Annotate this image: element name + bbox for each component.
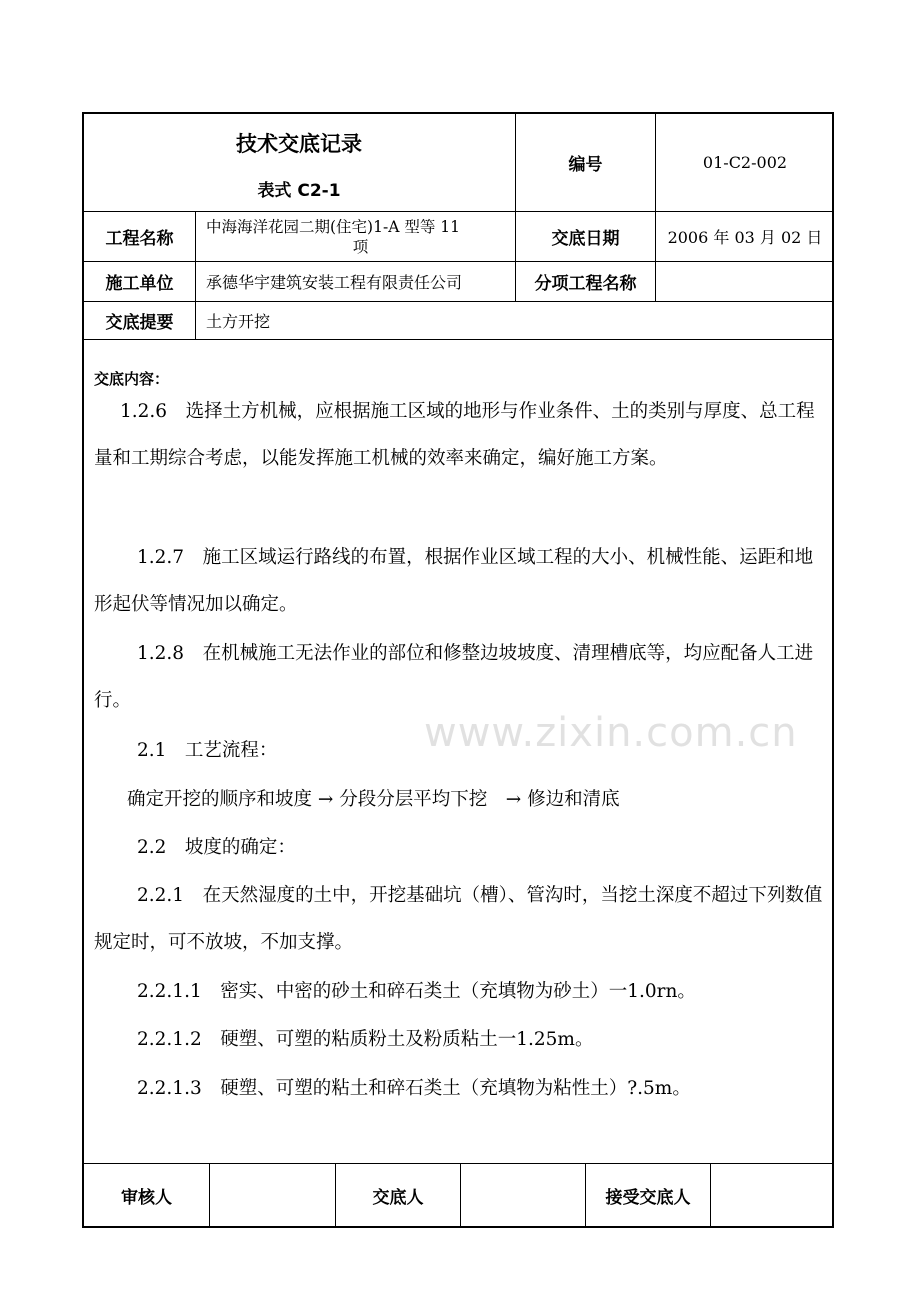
paragraph-1-2-8: 1.2.8 在机械施工无法作业的部位和修整边坡坡度、清理槽底等，均应配备人工进行。 [94,643,814,711]
contractor-value: 承德华宇建筑安装工程有限责任公司 [206,273,463,292]
date-value-cell [655,212,834,262]
contractor-value-cell [195,262,515,302]
form-code: 表式 C2-1 [257,181,341,201]
project-name-label: 工程名称 [105,229,174,249]
form-title: 技术交底记录 [236,132,362,156]
summary-label-cell [84,302,195,340]
date-label-cell [515,212,655,262]
summary-label: 交底提要 [105,313,174,333]
paragraph-2-2: 2.2 坡度的确定： [137,837,296,858]
process-flow: 确定开挖的顺序和坡度 → 分段分层平均下挖 → 修边和清底 [127,789,620,810]
project-name-line1: 中海海洋花园二期(住宅)1-A 型等 11 [206,217,460,236]
title-cell [84,114,515,212]
paragraph-2-2-1: 2.2.1 在天然湿度的土中，开挖基础坑（槽）、管沟时，当挖土深度不超过下列数值规定时，可不放坡，不加支撑。 [94,885,823,953]
paragraph-1-2-7: 1.2.7 施工区域运行路线的布置，根据作业区域工程的大小、机械性能、运距和地形起伏等情况加以确定。 [94,547,814,615]
tech-disclosure-form [82,112,834,1228]
discloser-label-cell [335,1163,460,1226]
contractor-label: 施工单位 [105,274,174,294]
watermark: www.zixin.com.cn [424,710,798,756]
number-value: 01-C2-002 [702,153,788,172]
paragraph-2-2-1-1: 2.2.1.1 密实、中密的砂土和碎石类土（充填物为砂土）一1.0rn。 [137,981,696,1002]
reviewer-value-cell[interactable] [209,1163,335,1226]
number-label-cell [515,114,655,212]
project-name-value-cell [195,212,515,262]
reviewer-label-cell [84,1163,209,1226]
date-label: 交底日期 [551,229,620,249]
discloser-value-cell[interactable] [460,1163,585,1226]
number-value-cell [655,114,834,212]
subproject-label: 分项工程名称 [534,274,637,294]
subproject-value-cell [655,262,834,302]
receiver-label: 接受交底人 [605,1187,691,1208]
discloser-label: 交底人 [372,1187,424,1208]
project-name-label-cell [84,212,195,262]
receiver-label-cell [585,1163,710,1226]
contractor-label-cell [84,262,195,302]
paragraph-1-2-6: 1.2.6 选择土方机械，应根据施工区域的地形与作业条件、土的类别与厚度、总工程量和工期综合考虑，以能发挥施工机械的效率来确定，编好施工方案。 [94,401,815,469]
paragraph-2-2-1-3: 2.2.1.3 硬塑、可塑的粘土和碎石类土（充填物为粘性土）?.5m。 [137,1078,691,1099]
project-name-line2: 项 [352,237,369,256]
summary-value: 土方开挖 [206,312,271,331]
subproject-label-cell [515,262,655,302]
reviewer-label: 审核人 [121,1187,172,1208]
paragraph-2-2-1-2: 2.2.1.2 硬塑、可塑的粘质粉土及粉质粘土一1.25m。 [137,1029,594,1050]
number-label: 编号 [568,155,603,175]
receiver-value-cell[interactable] [710,1163,834,1226]
date-value: 2006 年 03 月 02 日 [667,228,823,247]
summary-value-cell [195,302,834,340]
content-label: 交底内容： [94,370,170,388]
paragraph-2-1: 2.1 工艺流程： [137,740,278,761]
